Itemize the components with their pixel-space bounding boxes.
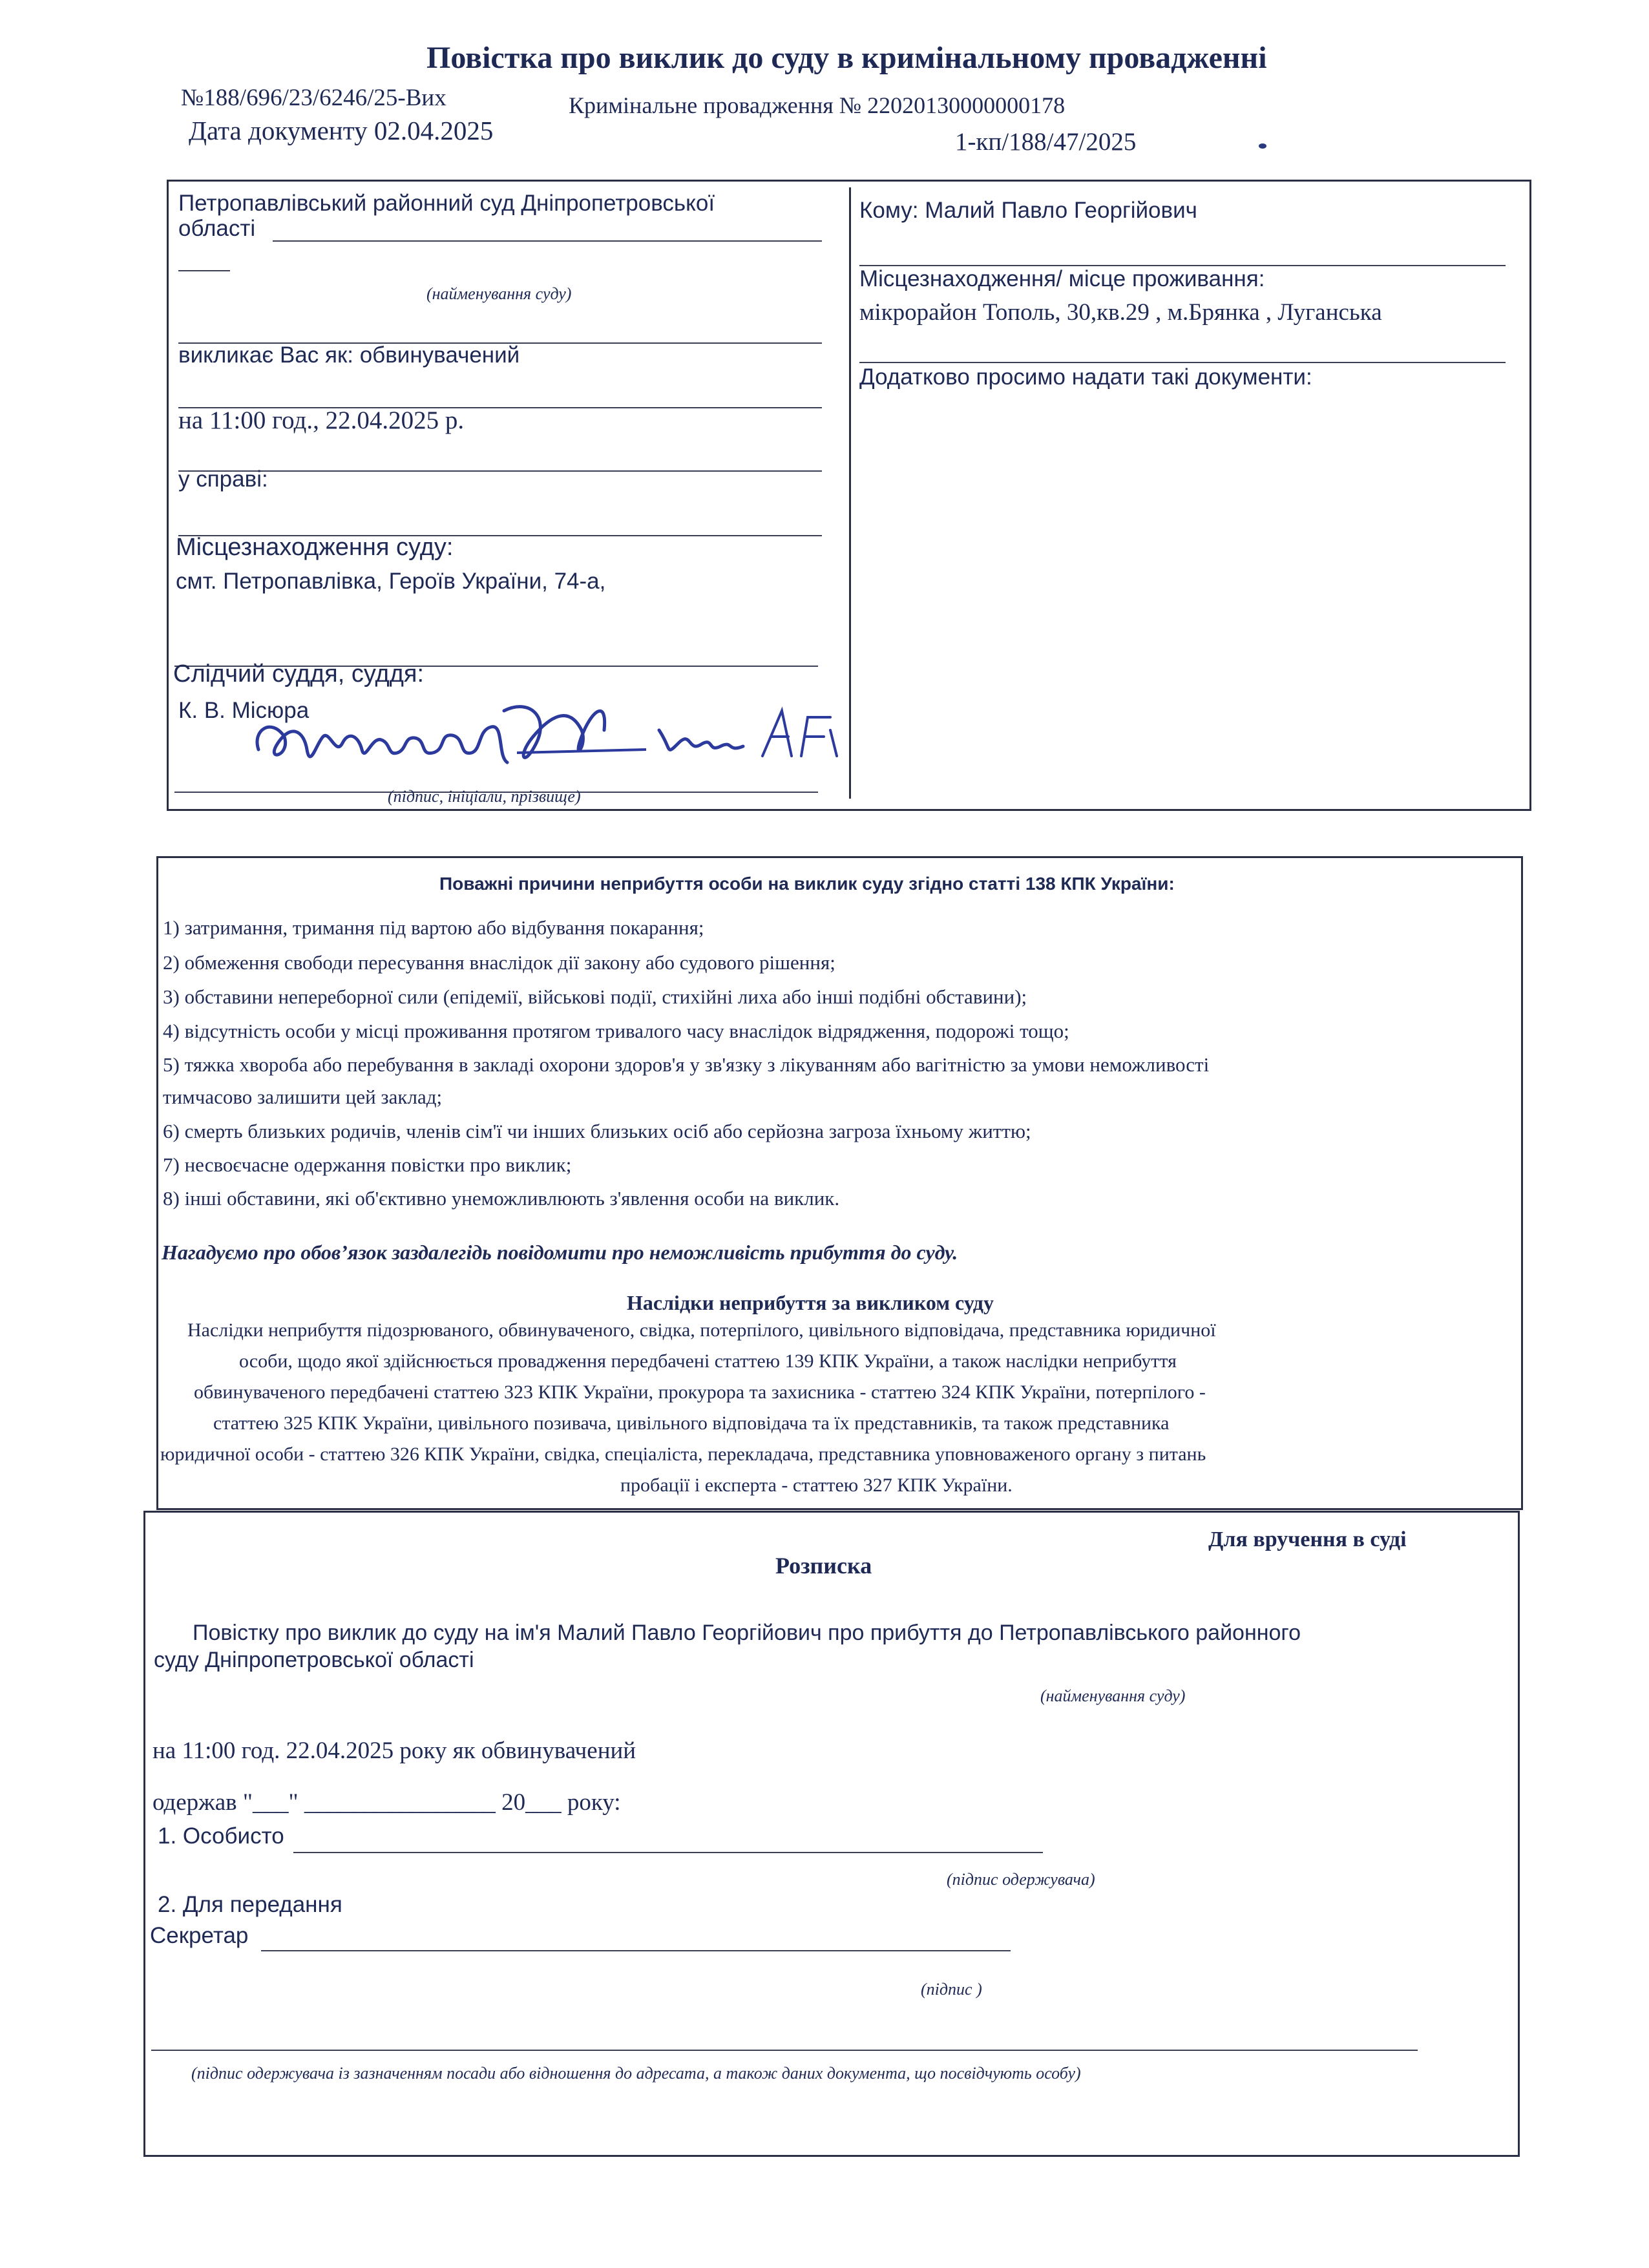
consequences-line-1: Наслідки неприбуття підозрюваного, обвинуваченого, свідка, потерпілого, цивільного відповідача, представника юридичної: [187, 1319, 1216, 1341]
residence-value: мікрорайон Тополь, 30,кв.29 , м.Брянка , Луганська: [859, 299, 1382, 326]
court-name-line1: Петропавлівський районний суд Дніпропетровської: [178, 191, 715, 216]
proceeding-number: Кримінальне провадження № 22020130000000178: [569, 92, 1066, 118]
receipt-line-3: на 11:00 год. 22.04.2025 року як обвинувачений: [152, 1738, 636, 1764]
receipt-court-caption: (найменування суду): [1040, 1686, 1186, 1705]
secretary-signature-line: [261, 1950, 1011, 1951]
court-name-line2: області: [178, 216, 256, 241]
hearing-datetime: на 11:00 год., 22.04.2025 р.: [178, 406, 465, 434]
receipt-line-2: суду Дніпропетровської області: [154, 1648, 474, 1672]
court-name-caption: (найменування суду): [426, 284, 572, 303]
residence-underline: [859, 362, 1506, 363]
residence-label: Місцезнаходження/ місце проживання:: [859, 266, 1265, 291]
receipt-block: [143, 1511, 1520, 2157]
divider-3: [178, 470, 822, 472]
receipt-line-1: Повістку про виклик до суду на ім'я Малий Павло Георгійович про прибуття до Петропавлівського районного: [193, 1621, 1301, 1645]
personally-signature-line: [293, 1852, 1043, 1853]
received-date-line: одержав "___" ________________ 20___ року:: [152, 1789, 621, 1816]
for-court-delivery: Для вручення в суді: [1208, 1528, 1407, 1551]
reason-item-6: 6) смерть близьких родичів, членів сім'ї чи інших близьких осіб або серйозна загроза їхньому життю;: [163, 1120, 1031, 1142]
reminder-text: Нагадуємо про обов’язок заздалегідь повідомити про неможливість прибуття до суду.: [162, 1241, 958, 1264]
court-location-value: смт. Петропавлівка, Героїв України, 74-а,: [176, 569, 606, 594]
consequences-line-2: особи, щодо якої здійснюється провадження передбачені статтею 139 КПК України, а також наслідки неприбуття: [239, 1350, 1177, 1372]
ink-mark: [1259, 143, 1266, 149]
recipient-signature-caption: (підпис одержувача): [947, 1870, 1095, 1889]
footer-signature-line: [151, 2050, 1418, 2051]
consequences-line-6: пробації і експерта - статтею 327 КПК України.: [620, 1475, 1013, 1496]
summons-role: викликає Вас як: обвинувачений: [178, 342, 520, 368]
reason-item-1: 1) затримання, тримання під вартою або відбування покарання;: [163, 916, 704, 939]
reason-item-3: 3) обставини непереборної сили (епідемії, військові події, стихійні лиха або інші подібні обставини);: [163, 985, 1027, 1008]
for-transfer-label: 2. Для передання: [158, 1892, 342, 1917]
reason-item-8: 8) інші обставини, які об'єктивно унеможливлюють з'явлення особи на виклик.: [163, 1187, 840, 1210]
recipient-name: Кому: Малий Павло Георгійович: [859, 198, 1197, 223]
receipt-title: Розписка: [775, 1553, 872, 1579]
reasons-heading: Поважні причини неприбуття особи на виклик суду згідно статті 138 КПК України:: [439, 874, 1175, 894]
reason-item-2: 2) обмеження свободи пересування внаслідок дії закону або судового рішення;: [163, 951, 835, 974]
secretary-signature-caption: (підпис ): [921, 1980, 982, 1999]
document-date: Дата документу 02.04.2025: [189, 116, 494, 145]
judge-signature: [246, 691, 866, 788]
consequences-line-3: обвинуваченого передбачені статтею 323 КПК України, прокурора та захисника - статтею 324 КПК України, потерпілого -: [194, 1381, 1206, 1403]
document-number: №188/696/23/6246/25-Вих: [181, 85, 446, 111]
court-location-label: Місцезнаходження суду:: [176, 534, 454, 561]
personally-label: 1. Особисто: [158, 1823, 284, 1849]
signature-caption: (підпис, ініціали, прізвище): [388, 787, 581, 806]
document-title: Повістка про виклик до суду в кримінальному провадженні: [426, 41, 1267, 75]
case-number: 1-кп/188/47/2025: [955, 128, 1137, 156]
judge-label: Слідчий суддя, суддя:: [173, 660, 425, 688]
reason-item-5-cont: тимчасово залишити цей заклад;: [163, 1086, 443, 1108]
footer-caption: (підпис одержувача із зазначенням посади або відношення до адресата, а також даних документа, що посвідчують особу): [191, 2064, 1081, 2083]
consequences-heading: Наслідки неприбуття за викликом суду: [627, 1291, 994, 1314]
judge-name: К. В. Місюра: [178, 698, 310, 723]
reason-item-7: 7) несвоєчасне одержання повістки про виклик;: [163, 1153, 572, 1176]
court-name-underline-2: [178, 270, 230, 271]
documents-label: Додатково просимо надати такі документи:: [859, 364, 1312, 390]
case-label: у справі:: [178, 467, 268, 492]
consequences-line-4: статтею 325 КПК України, цивільного позивача, цивільного відповідача та їх представників, та також представника: [213, 1412, 1170, 1434]
consequences-line-5: юридичної особи - статтею 326 КПК України, свідка, спеціаліста, перекладача, представника уповноваженого органу з питань: [160, 1444, 1206, 1465]
court-name-underline: [273, 240, 822, 242]
reason-item-4: 4) відсутність особи у місці проживання протягом тривалого часу внаслідок відрядження, подорожі тощо;: [163, 1020, 1069, 1042]
reason-item-5: 5) тяжка хвороба або перебування в закладі охорони здоров'я у зв'язку з лікуванням або вагітністю за умови неможливості: [163, 1053, 1210, 1076]
secretary-label: Секретар: [150, 1923, 249, 1948]
